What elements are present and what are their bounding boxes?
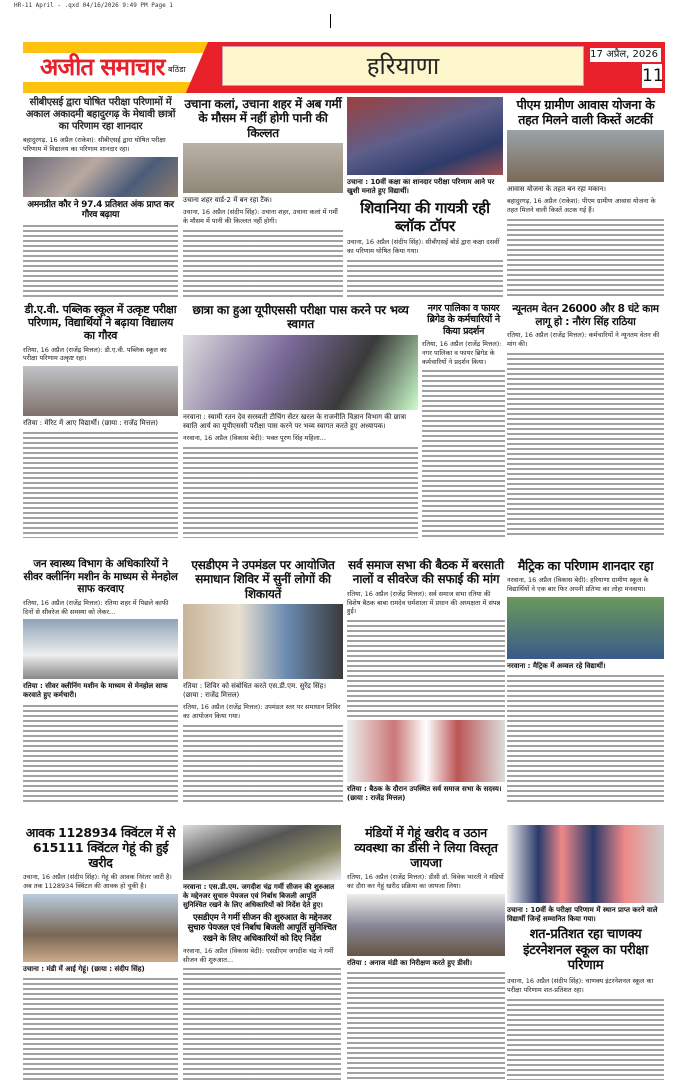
story-body: [347, 619, 505, 717]
story-sdm-summer: [183, 825, 341, 1080]
headline: नगर पालिका व फायर ब्रिगेड के कर्मचारियों ने किया प्रदर्शन: [427, 303, 500, 337]
story-body: [507, 674, 664, 803]
story-body: [23, 977, 178, 1080]
photo-caption: उचाना : मंडी में आई गेहूं। (छाया : संदीप सिंह): [23, 964, 145, 973]
headline: छात्रा का हुआ यूपीएससी परीक्षा पास करने पर भव्य स्वागत: [192, 303, 409, 332]
story-lead: रतिया, 16 अप्रैल (राजेंद्र मित्तल): डी.ए.वी. पब्लिक स्कूल का परीक्षा परिणाम उत्कृष्ट रहा।: [23, 345, 167, 363]
story-body: [507, 352, 664, 538]
story-upsc-welcome: [183, 303, 418, 538]
story-lead: रतिया, 16 अप्रैल (राजेंद्र मित्तल): सर्व समाज सभा रतिया की विशेष बैठक बाबा रामदेव धर्मशाला में प्रधान की अध्यक्षता में संपन्न हुई।: [347, 589, 501, 616]
photo-caption: आवास योजना के तहत बन रहा मकान।: [507, 185, 606, 193]
story-photo: [183, 604, 343, 679]
headline: शिवानिया की गायत्री रही ब्लॉक टॉपर: [360, 199, 490, 236]
story-sewer-cleaning: [23, 558, 178, 803]
story-uchana-water: [183, 97, 343, 297]
story-photo: [507, 597, 664, 659]
story-photo: [507, 130, 664, 182]
story-photo: [23, 366, 178, 416]
story-lead: उचाना, 16 अप्रैल (संदीप सिंह): चाणक्य इंटरनेशनल स्कूल का परीक्षा परिणाम शत-प्रतिशत रहा।: [507, 976, 654, 994]
story-body: [347, 971, 505, 1080]
photo-caption: रतिया : सीवर क्लीनिंग मशीन के माध्यम से मेनहोल साफ करवाते हुए कर्मचारी।: [23, 682, 168, 700]
story-shivaniya-topper: [347, 97, 503, 297]
story-lead: रतिया, 16 अप्रैल (राजेंद्र मित्तल): रतिया शहर में पिछले काफी दिनों से सीवरेज की समस्या को लेकर...: [23, 598, 169, 616]
story-photo: [347, 97, 503, 175]
story-lead: नरवाना, 16 अप्रैल (विकास बेदी): हरियाणा ग्रामीण स्कूल के विद्यार्थियों ने एक बार फिर अपनी प्रतिभा का लोहा मनवाया।: [507, 576, 649, 593]
story-lead: उचाना, 16 अप्रैल (संदीप सिंह): गेहूं की आवक निरंतर जारी है। अब तक 1128934 क्विंटल की आवक हो चुकी है।: [23, 873, 172, 890]
headline: डी.ए.वी. पब्लिक स्कूल में उत्कृष्ट परीक्षा परिणाम, विद्यार्थियों ने बढ़ाया विद्यालय का गौरव: [24, 303, 177, 343]
story-body: [347, 259, 503, 297]
photo-caption: नरवाना : स्वामी रतन देव सरस्वती टीचिंग सेंटर खरल के राजनीति विज्ञान विभाग की छात्रा स्वाति आर्य का यूपीएससी परीक्षा पास करने पर भव्य स्वागत करते हुए अध्यापक।: [183, 412, 407, 430]
story-lead: नरवाना, 16 अप्रैल (विकास बेदी): एसडीएम जगदीश चंद्र ने गर्मी सीजन की शुरुआत...: [183, 946, 334, 964]
headline: एसडीएम ने गर्मी सीजन की शुरुआत के मद्देनजर सुचारु पेयजल एवं निर्बाध बिजली आपूर्ति सुनिश्चित रखने के लिए अधिकारियों को दिए निर्देश: [187, 913, 337, 944]
print-slug: HR-11 April - .qxd 04/16/2026 9:49 PM Page 1: [14, 2, 173, 9]
story-photo: [507, 825, 664, 903]
headline: सर्व समाज सभा की बैठक में बरसाती नालों व सीवरेज की सफाई की मांग: [348, 558, 504, 587]
story-samadhan-shivir: [183, 558, 343, 803]
headline: आवक 1128934 क्विंटल में से 615111 क्विंटल गेहूं की हुई खरीद: [25, 825, 176, 870]
photo-caption: उचाना : 10वीं के परीक्षा परिणाम में स्थान प्राप्त करने वाले विद्यार्थी जिन्हें सम्मानित किया गया।: [507, 906, 658, 924]
registration-mark: [330, 14, 352, 28]
photo-caption: रतिया : मेरिट में आए विद्यार्थी। (छाया : राजेंद्र मित्तल): [23, 419, 158, 428]
story-lead: रतिया, 16 अप्रैल (राजेंद्र मित्तल): कर्मचारियों ने न्यूनतम वेतन की मांग की।: [507, 331, 660, 348]
story-photo: [183, 335, 418, 410]
headline: शत-प्रतिशत रहा चाणक्य इंटरनेशनल स्कूल का परीक्षा परिणाम: [523, 927, 648, 974]
story-chanakya-school: [507, 825, 664, 1080]
headline: जन स्वास्थ्य विभाग के अधिकारियों ने सीवर क्लीनिंग मशीन के माध्यम से मेनहोल साफ करवाए: [23, 558, 178, 596]
headline: पीएम ग्रामीण आवास योजना के तहत मिलने वाली किस्तें अटकीं: [516, 97, 655, 127]
edition-city: बठिंडा: [168, 65, 186, 74]
story-dav-school: [23, 303, 178, 538]
story-photo: [347, 720, 505, 782]
story-photo: [23, 157, 178, 197]
story-municipal-protest: [422, 303, 505, 538]
story-photo: [23, 619, 178, 679]
story-lead: नरवाना, 16 अप्रैल (विकास बेदी): भक्त पूरण सिंह महिला...: [183, 433, 326, 442]
story-body: [507, 998, 664, 1081]
story-lead: उचाना, 16 अप्रैल (संदीप सिंह): उचाना शहर, उचाना कलां में गर्मी के मौसम में पानी की किल्लत नहीं होगी।: [183, 208, 338, 226]
headline: उचाना कलां, उचाना शहर में अब गर्मी के मौसम में नहीं होगी पानी की किल्लत: [184, 97, 342, 140]
story-photo: [347, 894, 505, 956]
story-photo: [23, 894, 178, 962]
story-photo: [183, 825, 341, 880]
story-body: [183, 724, 343, 803]
photo-caption: नरवाना : एस.डी.एम. जगदीश चंद्र गर्मी सीजन की शुरुआत के मद्देनजर सुचारु पेयजल एवं निर्बाध बिजली आपूर्ति सुनिश्चित रखने के लिए अधिकारियों को निर्देश देते हुए।: [183, 883, 335, 910]
headline: मैट्रिक का परिणाम शानदार रहा: [517, 558, 654, 573]
story-matric-result: [507, 558, 664, 803]
story-sarv-samaj: [347, 558, 505, 803]
page-number: 11: [642, 66, 664, 86]
story-body: [183, 967, 341, 1080]
photo-caption: उचाना शहर वार्ड-2 में बन रहा टैंक।: [183, 196, 272, 205]
story-body: [23, 224, 178, 297]
story-lead: बहादुरगढ़, 16 अप्रैल (राकेश): सीबीएसई द्वारा घोषित परीक्षा परिणाम में विद्यालय का परिणाम शानदार रहा।: [23, 136, 166, 153]
story-body: [23, 704, 178, 804]
story-mandi-inspection: [347, 825, 505, 1080]
story-akal-academy: [23, 97, 178, 297]
story-pm-awas: [507, 97, 664, 297]
story-lead: उचाना, 16 अप्रैल (संदीप सिंह): सीबीएसई बोर्ड द्वारा कक्षा दसवीं का परिणाम घोषित किया गया।: [347, 238, 500, 255]
story-minimum-wage: [507, 303, 664, 538]
story-body: [23, 431, 178, 538]
issue-date: 17 अप्रैल, 2026: [590, 48, 661, 62]
story-lead: रतिया, 16 अप्रैल (राजेंद्र मित्तल): नगर पालिका व फायर ब्रिगेड के कर्मचारियों ने प्रदर्शन किया।: [422, 340, 502, 366]
headline: मंडियों में गेहूं खरीद व उठान व्यवस्था का डीसी ने लिया विस्तृत जायजा: [354, 825, 498, 870]
story-photo: [183, 143, 343, 193]
photo-caption: रतिया : शिविर को संबोधित करते एस.डी.एम. सुरेंद्र सिंह। (छाया : राजेंद्र मित्तल): [183, 682, 327, 700]
story-lead: बहादुरगढ़, 16 अप्रैल (राकेश): पीएम ग्रामीण आवास योजना के तहत मिलने वाली किस्तें अटक गई हैं।: [507, 197, 656, 214]
story-body: [183, 446, 418, 538]
photo-caption: नरवाना : मैट्रिक में अव्वल रहे विद्यार्थी।: [507, 661, 606, 670]
headline: एसडीएम ने उपमंडल पर आयोजित समाधान शिविर में सुनीं लोगों की शिकायतें: [191, 558, 335, 601]
story-lead: रतिया, 16 अप्रैल (राजेंद्र मित्तल): डीसी डॉ. विवेक भारती ने मंडियों का दौरा कर गेहूं खरीद प्रक्रिया का जायजा लिया।: [347, 873, 504, 890]
photo-caption: रतिया : अनाज मंडी का निरीक्षण करते हुए डीसी।: [347, 958, 473, 967]
story-body: [183, 229, 343, 297]
headline: न्यूनतम वेतन 26000 और 8 घंटे काम लागू हो : नौरंग सिंह राठिया: [512, 303, 659, 328]
story-wheat-arrival: [23, 825, 178, 1080]
story-lead: रतिया, 16 अप्रैल (राजेंद्र मित्तल): उपमंडल स्तर पर समाधान शिविर का आयोजन किया गया।: [183, 703, 341, 721]
story-body: [422, 369, 505, 538]
photo-caption: उचाना : 10वीं कक्षा का शानदार परीक्षा परिणाम आने पर खुशी मनाते हुए विद्यार्थी।: [347, 178, 495, 196]
section-title: हरियाणा: [222, 46, 584, 86]
photo-caption: रतिया : बैठक के दौरान उपस्थित सर्व समाज सभा के सदस्य। (छाया : राजेंद्र मित्तल): [347, 784, 502, 802]
story-body: [507, 218, 664, 297]
pull-quote: अमनप्रीत कौर ने 97.4 प्रतिशत अंक प्राप्त कर गौरव बढ़ाया: [27, 199, 174, 221]
newspaper-logo: अजीत समाचार: [40, 53, 165, 81]
headline: सीबीएसई द्वारा घोषित परीक्षा परिणामों में अकाल अकादमी बहादुरगढ़ के मेधावी छात्रों का परिणाम रहा शानदार: [25, 97, 176, 132]
